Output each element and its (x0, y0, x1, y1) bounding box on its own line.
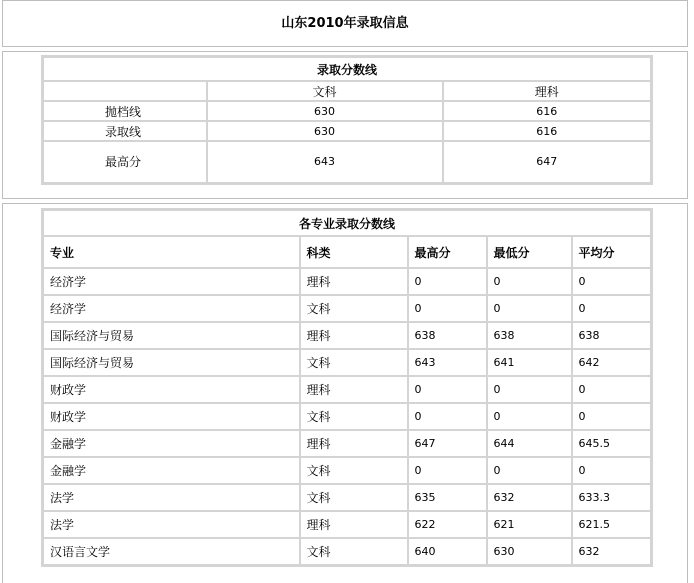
table-row (43, 457, 652, 484)
major-lines-table (41, 208, 653, 567)
row-label: 最高分 (43, 141, 207, 183)
max-score: 0 (408, 268, 487, 295)
major-name: 汉语言文学 (43, 538, 300, 566)
major-name: 经济学 (43, 295, 300, 322)
major-name: 财政学 (43, 403, 300, 430)
avg-score: 638 (572, 322, 652, 349)
table-row (43, 121, 652, 141)
score-lines-table (41, 55, 653, 185)
avg-score: 0 (572, 268, 652, 295)
max-score: 635 (408, 484, 487, 511)
like-score: 647 (443, 141, 652, 183)
min-score: 0 (487, 457, 572, 484)
major-name: 法学 (43, 484, 300, 511)
max-score: 640 (408, 538, 487, 566)
category: 理科 (300, 268, 408, 295)
max-score: 638 (408, 322, 487, 349)
min-score: 638 (487, 322, 572, 349)
max-score: 622 (408, 511, 487, 538)
score-lines-caption: 录取分数线 (43, 57, 652, 82)
table-row (43, 295, 652, 322)
max-score: 0 (408, 403, 487, 430)
column-header-avg: 平均分 (572, 236, 652, 268)
wenke-score: 630 (207, 101, 443, 121)
page-title: 山东2010年录取信息 (281, 16, 409, 31)
table-row (43, 101, 652, 121)
table-row (43, 268, 652, 295)
column-header-major: 专业 (43, 236, 300, 268)
major-lines-panel (2, 203, 688, 583)
table-row (43, 376, 652, 403)
category: 文科 (300, 349, 408, 376)
column-header-empty (43, 81, 207, 101)
avg-score: 0 (572, 457, 652, 484)
min-score: 644 (487, 430, 572, 457)
like-score: 616 (443, 121, 652, 141)
category: 文科 (300, 295, 408, 322)
major-name: 国际经济与贸易 (43, 349, 300, 376)
category: 理科 (300, 511, 408, 538)
min-score: 621 (487, 511, 572, 538)
max-score: 643 (408, 349, 487, 376)
major-name: 财政学 (43, 376, 300, 403)
category: 文科 (300, 403, 408, 430)
like-score: 616 (443, 101, 652, 121)
column-header-wenke: 文科 (207, 81, 443, 101)
major-name: 金融学 (43, 457, 300, 484)
table-row (43, 484, 652, 511)
row-label: 录取线 (43, 121, 207, 141)
major-name: 金融学 (43, 430, 300, 457)
min-score: 632 (487, 484, 572, 511)
min-score: 0 (487, 268, 572, 295)
table-row (43, 141, 652, 183)
min-score: 630 (487, 538, 572, 566)
min-score: 0 (487, 403, 572, 430)
avg-score: 645.5 (572, 430, 652, 457)
table-row (43, 538, 652, 566)
table-row (43, 349, 652, 376)
category: 文科 (300, 457, 408, 484)
category: 文科 (300, 484, 408, 511)
max-score: 0 (408, 457, 487, 484)
avg-score: 0 (572, 403, 652, 430)
category: 理科 (300, 430, 408, 457)
category: 理科 (300, 376, 408, 403)
table-row (43, 430, 652, 457)
avg-score: 0 (572, 376, 652, 403)
min-score: 0 (487, 376, 572, 403)
table-row (43, 403, 652, 430)
avg-score: 633.3 (572, 484, 652, 511)
avg-score: 632 (572, 538, 652, 566)
max-score: 647 (408, 430, 487, 457)
category: 文科 (300, 538, 408, 566)
column-header-category: 科类 (300, 236, 408, 268)
column-header-like: 理科 (443, 81, 652, 101)
major-name: 法学 (43, 511, 300, 538)
title-panel (2, 0, 688, 47)
score-lines-panel (2, 51, 688, 199)
column-header-max: 最高分 (408, 236, 487, 268)
column-header-min: 最低分 (487, 236, 572, 268)
avg-score: 621.5 (572, 511, 652, 538)
min-score: 641 (487, 349, 572, 376)
wenke-score: 630 (207, 121, 443, 141)
category: 理科 (300, 322, 408, 349)
table-row (43, 322, 652, 349)
major-lines-caption: 各专业录取分数线 (43, 210, 652, 237)
avg-score: 0 (572, 295, 652, 322)
wenke-score: 643 (207, 141, 443, 183)
avg-score: 642 (572, 349, 652, 376)
major-name: 经济学 (43, 268, 300, 295)
table-row (43, 511, 652, 538)
min-score: 0 (487, 295, 572, 322)
row-label: 抛档线 (43, 101, 207, 121)
max-score: 0 (408, 295, 487, 322)
major-name: 国际经济与贸易 (43, 322, 300, 349)
max-score: 0 (408, 376, 487, 403)
